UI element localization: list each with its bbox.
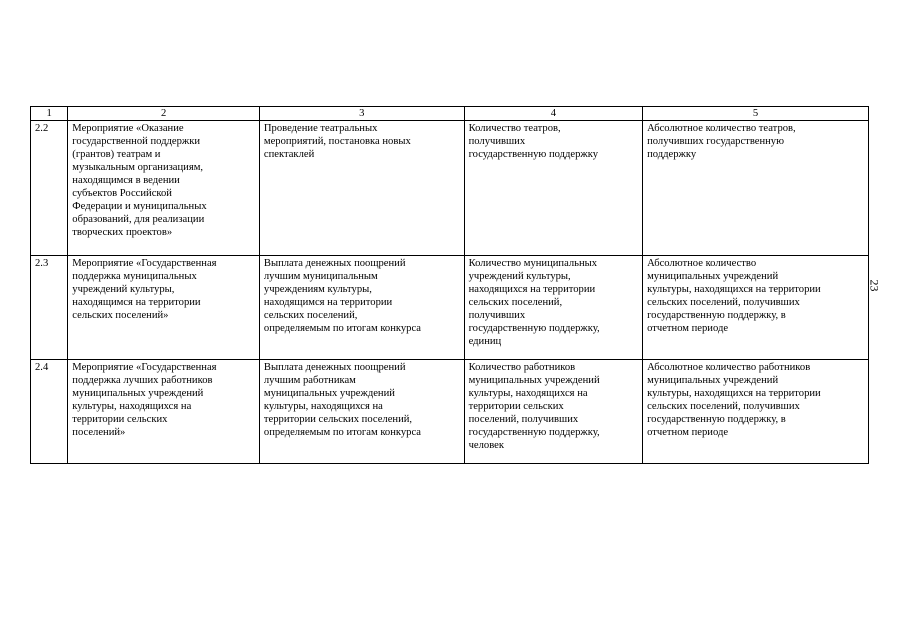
measure-cell: Мероприятие «Оказание государственной поддержки (грантов) театрам и музыкальным организациям, находящимся в ведении субъектов Российской Федерации и муниципальных образований, для реализации творческих проектов»	[68, 121, 260, 256]
method-cell: Абсолютное количество работников муниципальных учреждений культуры, находящихся на территории сельских поселений, получивших государственную поддержку, в отчетном периоде	[643, 360, 869, 464]
method-cell: Абсолютное количество театров, получивших государственную поддержку	[643, 121, 869, 256]
row-number: 2.2	[31, 121, 68, 256]
column-header: 1	[31, 107, 68, 121]
method-cell: Абсолютное количество муниципальных учреждений культуры, находящихся на территории сельских поселений, получивших государственную поддержку, в отчетном периоде	[643, 256, 869, 360]
measures-table	[30, 106, 869, 464]
activity-cell: Выплата денежных поощрений лучшим муниципальным учреждениям культуры, находящимся на территории сельских поселений, определяемым по итогам конкурса	[259, 256, 464, 360]
measure-cell: Мероприятие «Государственная поддержка лучших работников муниципальных учреждений культуры, находящихся на территории сельских поселений»	[68, 360, 260, 464]
table-header-row	[31, 107, 869, 121]
table-row	[31, 360, 869, 464]
row-number: 2.3	[31, 256, 68, 360]
indicator-cell: Количество муниципальных учреждений культуры, находящихся на территории сельских поселений, получивших государственную поддержку, единиц	[464, 256, 642, 360]
row-number: 2.4	[31, 360, 68, 464]
page-number: 23	[867, 279, 882, 292]
column-header: 4	[464, 107, 642, 121]
indicator-cell: Количество театров, получивших государственную поддержку	[464, 121, 642, 256]
measure-cell: Мероприятие «Государственная поддержка муниципальных учреждений культуры, находящимся на территории сельских поселений»	[68, 256, 260, 360]
activity-cell: Выплата денежных поощрений лучшим работникам муниципальных учреждений культуры, находящихся на территории сельских поселений, определяемым по итогам конкурса	[259, 360, 464, 464]
column-header: 3	[259, 107, 464, 121]
column-header: 5	[643, 107, 869, 121]
indicator-cell: Количество работников муниципальных учреждений культуры, находящихся на территории сельских поселений, получивших государственную поддержку, человек	[464, 360, 642, 464]
column-header: 2	[68, 107, 260, 121]
table-row	[31, 256, 869, 360]
activity-cell: Проведение театральных мероприятий, постановка новых спектаклей	[259, 121, 464, 256]
table-row	[31, 121, 869, 256]
